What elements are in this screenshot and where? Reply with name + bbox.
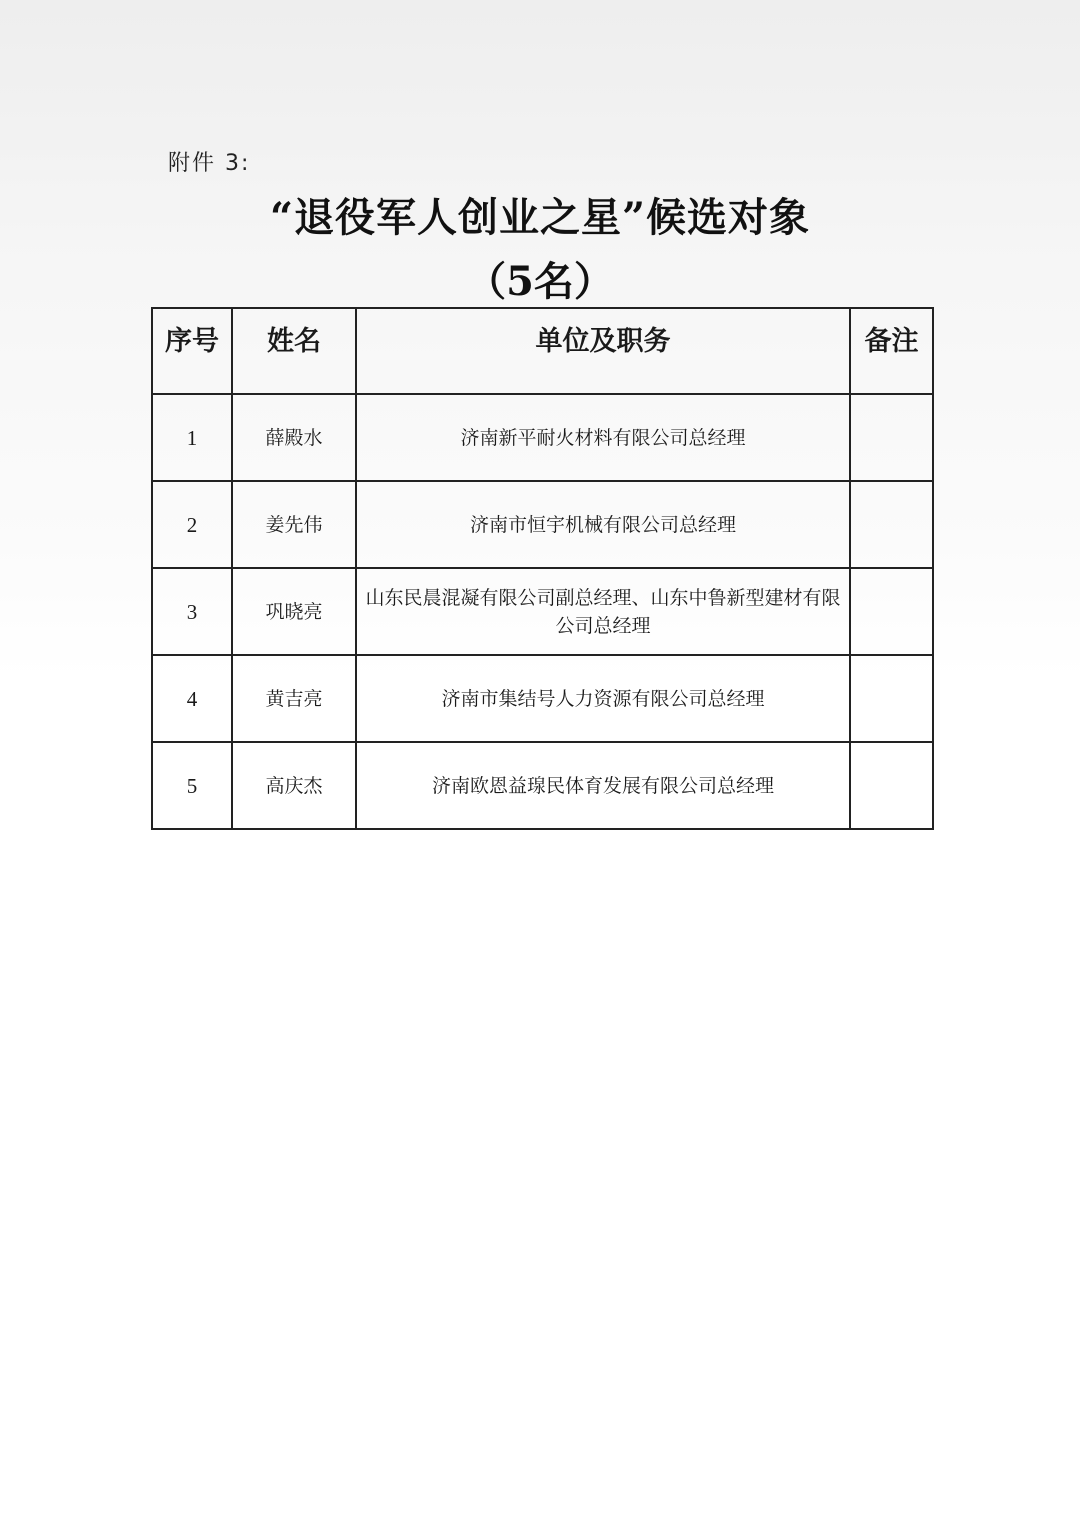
- cell-position: 济南新平耐火材料有限公司总经理: [356, 394, 850, 481]
- cell-remark: [850, 568, 933, 655]
- cell-name: 高庆杰: [232, 742, 356, 829]
- cell-name: 姜先伟: [232, 481, 356, 568]
- header-remark: 备注: [850, 308, 933, 394]
- attachment-label: 附件 3:: [168, 151, 251, 176]
- header-name: 姓名: [232, 308, 356, 394]
- table-row: [152, 742, 933, 829]
- cell-position: 济南市恒宇机械有限公司总经理: [356, 481, 850, 568]
- cell-position: 济南市集结号人力资源有限公司总经理: [356, 655, 850, 742]
- table-header-row: [152, 308, 933, 394]
- document-title: “退役军人创业之星”候选对象: [269, 194, 810, 241]
- header-position: 单位及职务: [356, 308, 850, 394]
- table-row: [152, 481, 933, 568]
- cell-no: 4: [152, 655, 232, 742]
- header-no: 序号: [152, 308, 232, 394]
- table-row: [152, 394, 933, 481]
- table-row: [152, 568, 933, 655]
- cell-name: 巩晓亮: [232, 568, 356, 655]
- cell-position: 山东民晨混凝有限公司副总经理、山东中鲁新型建材有限公司总经理: [356, 568, 850, 655]
- candidates-table: [151, 307, 934, 830]
- cell-name: 薛殿水: [232, 394, 356, 481]
- document-subtitle: （5名）: [466, 258, 614, 305]
- cell-remark: [850, 394, 933, 481]
- cell-position: 济南欧恩益瑔民体育发展有限公司总经理: [356, 742, 850, 829]
- cell-remark: [850, 481, 933, 568]
- cell-no: 5: [152, 742, 232, 829]
- cell-remark: [850, 742, 933, 829]
- table-row: [152, 655, 933, 742]
- cell-no: 2: [152, 481, 232, 568]
- cell-no: 3: [152, 568, 232, 655]
- cell-name: 黄吉亮: [232, 655, 356, 742]
- cell-no: 1: [152, 394, 232, 481]
- cell-remark: [850, 655, 933, 742]
